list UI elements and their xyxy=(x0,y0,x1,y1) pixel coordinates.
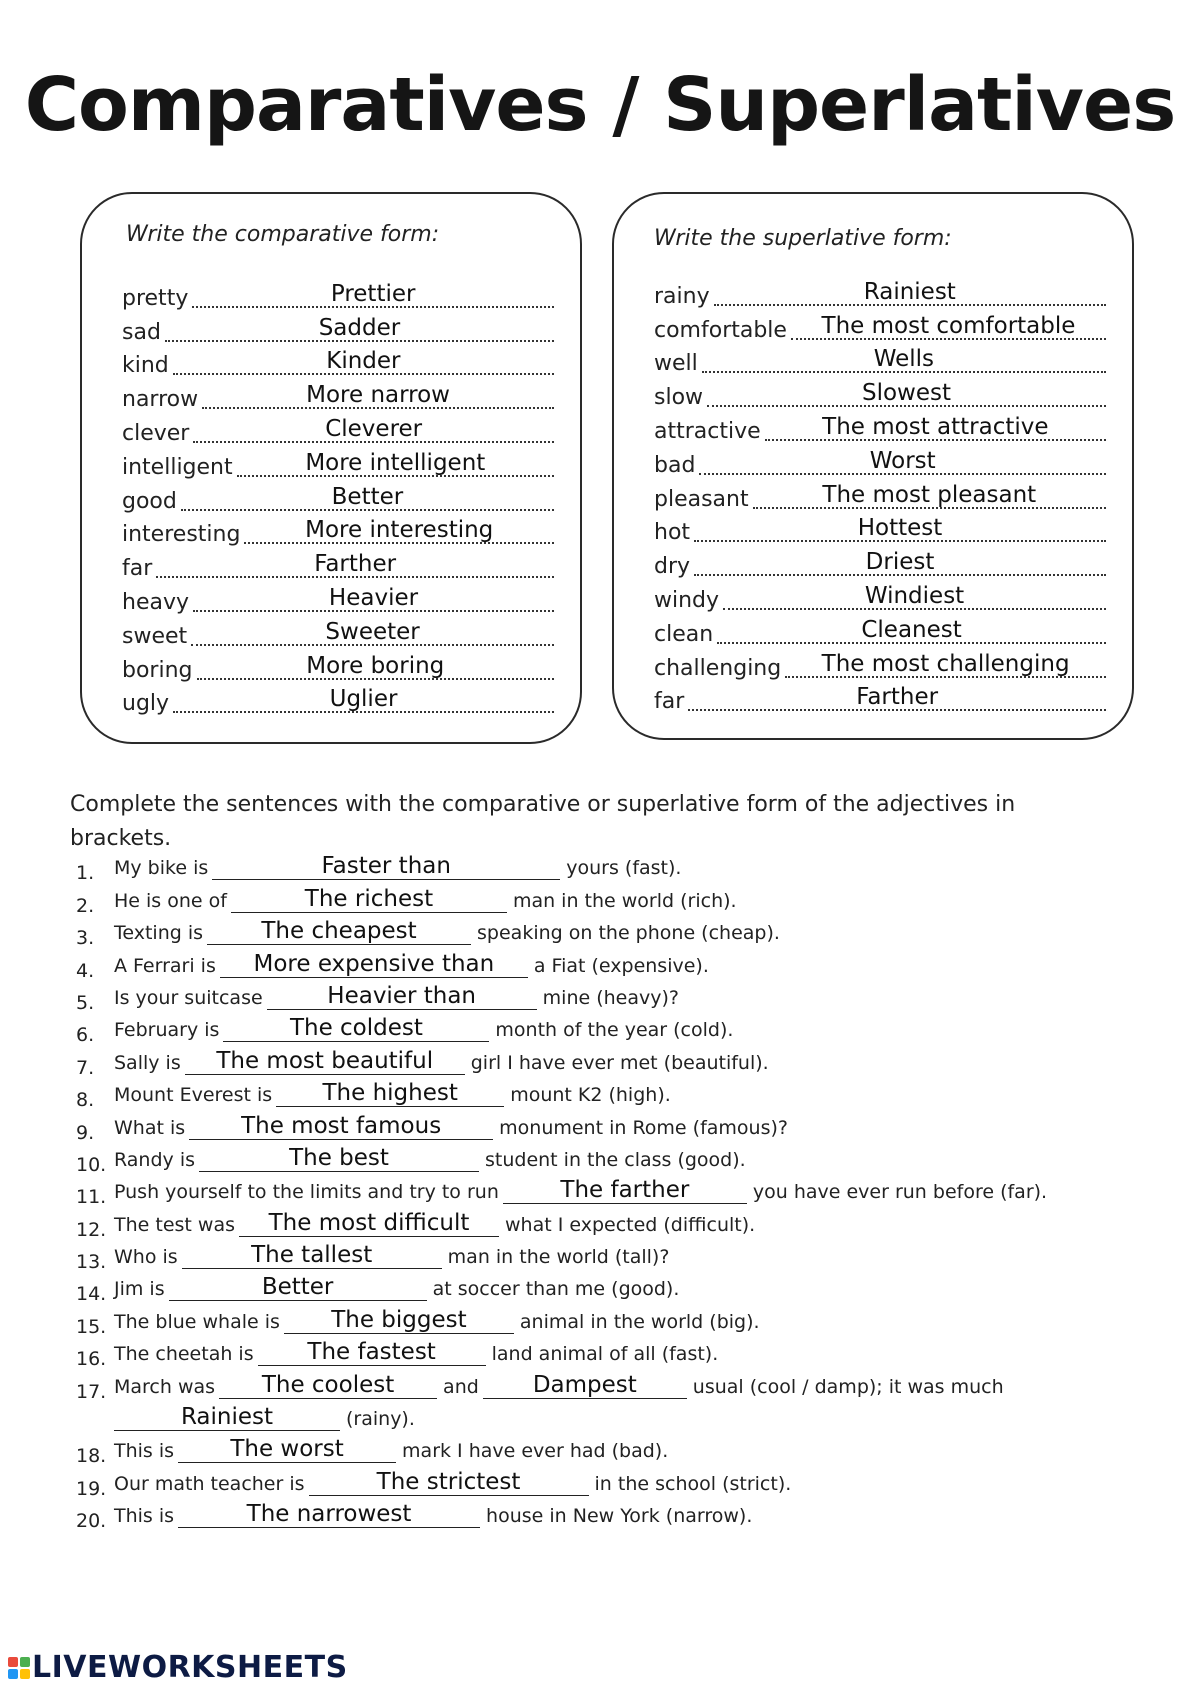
comparative-answer: Better xyxy=(331,483,404,510)
comparative-answer: Farther xyxy=(314,551,397,578)
sentence-ending: in the school (strict). xyxy=(594,1472,792,1495)
sentence-text: A Ferrari is xyxy=(114,954,216,977)
sentence-text: Texting is xyxy=(114,922,204,945)
sentence-ending: mark I have ever had (bad). xyxy=(402,1440,669,1463)
superlative-item xyxy=(654,513,1106,547)
answer-blank[interactable]: Faster than xyxy=(212,853,560,880)
superlative-item xyxy=(654,546,1106,580)
superlative-item xyxy=(654,310,1106,344)
superlative-item xyxy=(654,580,1106,614)
sentence-number: 19. xyxy=(76,1477,107,1500)
sentence-text: What is xyxy=(114,1116,186,1139)
comparative-word: far xyxy=(122,556,153,582)
superlative-item xyxy=(654,614,1106,648)
exercise-instructions: Complete the sentences with the comparative or superlative form of the adjectives in brackets. xyxy=(70,792,1016,851)
comparative-answer-field[interactable] xyxy=(193,584,554,612)
superlative-word: challenging xyxy=(654,655,782,681)
sentence-number: 17. xyxy=(76,1380,107,1403)
sentence-row xyxy=(76,1435,1136,1467)
comparative-answer: More narrow xyxy=(306,382,450,409)
sentence-row xyxy=(76,1370,1136,1402)
answer-blank[interactable]: The farther xyxy=(503,1177,747,1204)
superlative-answer-field[interactable] xyxy=(694,514,1106,542)
superlative-answer-field[interactable] xyxy=(702,345,1106,373)
superlative-item xyxy=(654,411,1106,445)
comparative-word: interesting xyxy=(122,522,241,548)
superlative-answer-field[interactable] xyxy=(785,650,1106,678)
sentence-number: 2. xyxy=(76,894,95,917)
brand-text: LIVEWORKSHEETS xyxy=(32,1650,348,1685)
sentence-row xyxy=(76,1403,1136,1435)
superlative-answer-field[interactable] xyxy=(707,379,1106,407)
sentence-number: 15. xyxy=(76,1315,107,1338)
sentence-text: This is xyxy=(114,1440,175,1463)
comparative-item xyxy=(122,650,554,684)
comparative-answer-field[interactable] xyxy=(202,381,554,409)
answer-blank[interactable]: The worst xyxy=(178,1436,396,1463)
answer-blank[interactable]: The strictest xyxy=(309,1469,589,1496)
comparative-item xyxy=(122,278,554,312)
comparative-answer: Sadder xyxy=(318,314,401,341)
comparative-item xyxy=(122,616,554,650)
superlative-answer: The most attractive xyxy=(822,413,1049,440)
sentence-text: March was xyxy=(114,1375,216,1398)
comparative-answer-field[interactable] xyxy=(181,483,554,511)
superlative-answer: Driest xyxy=(865,549,935,576)
answer-blank[interactable]: More expensive than xyxy=(220,951,528,978)
superlative-word: well xyxy=(654,351,698,377)
superlative-answer-field[interactable] xyxy=(714,278,1106,306)
sentence-ending: you have ever run before (far). xyxy=(752,1181,1048,1204)
sentence-number: 20. xyxy=(76,1510,107,1533)
answer-blank[interactable]: The highest xyxy=(276,1080,504,1107)
superlative-answer-field[interactable] xyxy=(791,312,1106,340)
comparative-answer: Heavier xyxy=(328,584,419,611)
sentence-number: 13. xyxy=(76,1251,107,1274)
superlative-answer-field[interactable] xyxy=(699,447,1106,475)
comparative-item xyxy=(122,481,554,515)
sentence-ending: land animal of all (fast). xyxy=(491,1343,719,1366)
comparative-word: pretty xyxy=(122,285,189,311)
superlative-heading: Write the superlative form: xyxy=(654,226,952,251)
comparative-word: intelligent xyxy=(122,454,233,480)
sentence-number: 4. xyxy=(76,959,95,982)
answer-blank[interactable]: The biggest xyxy=(284,1307,514,1334)
answer-blank[interactable]: The best xyxy=(199,1145,479,1172)
superlative-answer-field[interactable] xyxy=(723,582,1106,610)
sentence-row xyxy=(76,1208,1136,1240)
superlative-word: pleasant xyxy=(654,486,749,512)
superlative-answer-field[interactable] xyxy=(694,548,1106,576)
sentence-text: This is xyxy=(114,1505,175,1528)
sentence-row xyxy=(76,1241,1136,1273)
superlative-answer: Rainiest xyxy=(863,278,956,305)
sentence-row xyxy=(76,1079,1136,1111)
page-title: Comparatives / Superlatives xyxy=(24,62,1176,148)
sentence-ending: a Fiat (expensive). xyxy=(533,954,709,977)
sentence-number: 1. xyxy=(76,862,95,885)
comparative-answer-field[interactable] xyxy=(237,449,554,477)
superlative-answer: Farther xyxy=(856,684,939,711)
sentence-text: The cheetah is xyxy=(114,1343,254,1366)
sentence-text: The blue whale is xyxy=(114,1310,280,1333)
sentence-text: Is your suitcase xyxy=(114,986,263,1009)
sentence-ending: speaking on the phone (cheap). xyxy=(477,922,780,945)
comparative-word: narrow xyxy=(122,387,199,413)
comparative-word: kind xyxy=(122,353,169,379)
superlative-answer: The most comfortable xyxy=(821,312,1076,339)
comparative-heading: Write the comparative form: xyxy=(126,222,440,247)
sentence-text: and xyxy=(443,1375,479,1398)
sentence-row xyxy=(76,1500,1136,1532)
superlative-item xyxy=(654,648,1106,682)
superlative-word: bad xyxy=(654,452,696,478)
superlative-box xyxy=(612,192,1134,740)
comparative-answer-field[interactable] xyxy=(244,516,554,544)
sentence-number: 18. xyxy=(76,1445,107,1468)
superlative-answer-field[interactable] xyxy=(765,413,1106,441)
comparative-answer: Prettier xyxy=(330,280,416,307)
superlative-word: comfortable xyxy=(654,317,787,343)
sentence-ending: month of the year (cold). xyxy=(495,1019,734,1042)
sentence-text: My bike is xyxy=(114,857,209,880)
superlative-item xyxy=(654,377,1106,411)
sentence-ending: at soccer than me (good). xyxy=(432,1278,680,1301)
sentence-number: 8. xyxy=(76,1089,95,1112)
answer-blank[interactable]: The richest xyxy=(231,886,507,913)
answer-blank[interactable]: Rainiest xyxy=(114,1404,340,1431)
comparative-item xyxy=(122,413,554,447)
sentence-text: February is xyxy=(114,1019,220,1042)
comparative-list xyxy=(122,278,554,717)
sentence-row xyxy=(76,1144,1136,1176)
comparative-word: clever xyxy=(122,420,190,446)
comparative-answer-field[interactable] xyxy=(156,550,554,578)
sentence-text: Push yourself to the limits and try to run xyxy=(114,1181,499,1204)
superlative-answer-field[interactable] xyxy=(753,481,1106,509)
superlative-answer: Cleanest xyxy=(861,616,962,643)
superlative-answer: Wells xyxy=(873,346,935,373)
sentence-text: He is one of xyxy=(114,889,227,912)
comparative-answer: More intelligent xyxy=(305,449,486,476)
comparative-item xyxy=(122,447,554,481)
sentence-row xyxy=(76,1467,1136,1499)
answer-blank[interactable]: The most beautiful xyxy=(185,1048,465,1075)
comparative-answer-field[interactable] xyxy=(193,415,554,443)
superlative-word: clean xyxy=(654,621,714,647)
superlative-word: slow xyxy=(654,385,704,411)
comparative-box xyxy=(80,192,582,744)
superlative-answer-field[interactable] xyxy=(717,616,1106,644)
sentence-ending: mount K2 (high). xyxy=(510,1084,671,1107)
comparative-word: good xyxy=(122,488,177,514)
sentence-text: Our math teacher is xyxy=(114,1472,305,1495)
comparative-item xyxy=(122,582,554,616)
superlative-item xyxy=(654,344,1106,378)
sentence-text: Who is xyxy=(114,1246,178,1269)
sentence-row xyxy=(76,1014,1136,1046)
superlative-answer: The most challenging xyxy=(821,650,1070,677)
superlative-answer: Hottest xyxy=(857,515,943,542)
sentence-ending: house in New York (narrow). xyxy=(486,1505,753,1528)
superlative-answer: Windiest xyxy=(864,582,965,609)
sentence-number: 14. xyxy=(76,1283,107,1306)
comparative-answer: Cleverer xyxy=(325,415,423,442)
answer-blank[interactable]: Better xyxy=(169,1274,427,1301)
sentence-ending: animal in the world (big). xyxy=(519,1310,760,1333)
superlative-word: attractive xyxy=(654,418,761,444)
sentence-row xyxy=(76,1046,1136,1078)
comparative-item xyxy=(122,684,554,718)
superlative-word: far xyxy=(654,689,685,715)
sentence-number: 6. xyxy=(76,1024,95,1047)
comparative-word: sweet xyxy=(122,623,188,649)
sentence-text: The test was xyxy=(114,1213,235,1236)
comparative-answer-field[interactable] xyxy=(191,618,554,646)
sentence-number: 11. xyxy=(76,1186,107,1209)
comparative-item xyxy=(122,312,554,346)
comparative-answer: Sweeter xyxy=(325,618,420,645)
superlative-item xyxy=(654,479,1106,513)
superlative-word: dry xyxy=(654,554,691,580)
sentence-row xyxy=(76,1305,1136,1337)
sentence-ending: yours (fast). xyxy=(566,857,682,880)
sentence-number: 10. xyxy=(76,1153,107,1176)
sentence-number: 5. xyxy=(76,991,95,1014)
comparative-item xyxy=(122,548,554,582)
sentence-ending: man in the world (tall)? xyxy=(447,1246,670,1269)
sentence-number: 12. xyxy=(76,1218,107,1241)
liveworksheets-brand[interactable] xyxy=(8,1650,348,1685)
sentence-text: Randy is xyxy=(114,1148,195,1171)
sentence-number: 3. xyxy=(76,927,95,950)
comparative-word: boring xyxy=(122,657,193,683)
comparative-word: ugly xyxy=(122,691,170,717)
sentence-ending: monument in Rome (famous)? xyxy=(499,1116,788,1139)
sentence-row xyxy=(76,949,1136,981)
comparative-answer-field[interactable] xyxy=(192,280,554,308)
superlative-item xyxy=(654,276,1106,310)
comparative-answer-field[interactable] xyxy=(173,347,554,375)
superlative-word: hot xyxy=(654,520,691,546)
comparative-answer-field[interactable] xyxy=(165,314,554,342)
answer-blank[interactable]: The narrowest xyxy=(178,1501,480,1528)
superlative-item xyxy=(654,445,1106,479)
comparative-answer: More interesting xyxy=(305,517,494,544)
superlative-word: rainy xyxy=(654,283,710,309)
comparative-word: heavy xyxy=(122,589,189,615)
sentence-row xyxy=(76,884,1136,916)
sentence-row xyxy=(76,982,1136,1014)
answer-blank[interactable]: The cheapest xyxy=(207,918,471,945)
answer-blank[interactable]: The coolest xyxy=(219,1372,437,1399)
sentence-text: Jim is xyxy=(114,1278,165,1301)
answer-blank[interactable]: The coldest xyxy=(223,1015,489,1042)
comparative-answer-field[interactable] xyxy=(197,652,555,680)
sentence-ending: girl I have ever met (beautiful). xyxy=(470,1051,769,1074)
sentence-ending: mine (heavy)? xyxy=(542,986,679,1009)
sentence-text: Mount Everest is xyxy=(114,1084,273,1107)
sentence-row xyxy=(76,1111,1136,1143)
comparative-word: sad xyxy=(122,319,161,345)
sentence-list xyxy=(76,852,1136,1532)
comparative-answer: Kinder xyxy=(326,348,401,375)
superlative-answer: Slowest xyxy=(862,380,952,407)
liveworksheets-logo-icon xyxy=(8,1657,30,1679)
comparative-item xyxy=(122,346,554,380)
superlative-item xyxy=(654,682,1106,716)
superlative-list xyxy=(654,276,1106,715)
sentence-row xyxy=(76,917,1136,949)
sentence-row xyxy=(76,852,1136,884)
sentence-row xyxy=(76,1338,1136,1370)
answer-blank[interactable]: The fastest xyxy=(258,1339,486,1366)
superlative-word: windy xyxy=(654,587,720,613)
answer-blank[interactable]: The most difficult xyxy=(239,1210,499,1237)
answer-blank[interactable]: Heavier than xyxy=(267,983,537,1010)
comparative-answer: Uglier xyxy=(329,686,398,713)
superlative-answer-field[interactable] xyxy=(688,683,1106,711)
sentence-ending: student in the class (good). xyxy=(485,1148,746,1171)
sentence-number: 16. xyxy=(76,1348,107,1371)
sentence-row xyxy=(76,1176,1136,1208)
comparative-item xyxy=(122,515,554,549)
superlative-answer: The most pleasant xyxy=(822,481,1037,508)
sentence-ending: (rainy). xyxy=(346,1408,415,1431)
sentence-text: Sally is xyxy=(114,1051,181,1074)
sentence-ending: what I expected (difficult). xyxy=(505,1213,756,1236)
answer-blank[interactable]: The most famous xyxy=(189,1113,493,1140)
superlative-answer: Worst xyxy=(869,447,936,474)
comparative-answer: More boring xyxy=(306,652,445,679)
answer-blank[interactable]: Dampest xyxy=(483,1372,687,1399)
sentence-row xyxy=(76,1273,1136,1305)
sentence-number: 9. xyxy=(76,1121,95,1144)
comparative-answer-field[interactable] xyxy=(173,685,554,713)
comparative-item xyxy=(122,379,554,413)
answer-blank[interactable]: The tallest xyxy=(182,1242,442,1269)
sentence-ending: man in the world (rich). xyxy=(512,889,737,912)
sentence-ending: usual (cool / damp); it was much xyxy=(692,1375,1004,1398)
sentence-number: 7. xyxy=(76,1056,95,1079)
